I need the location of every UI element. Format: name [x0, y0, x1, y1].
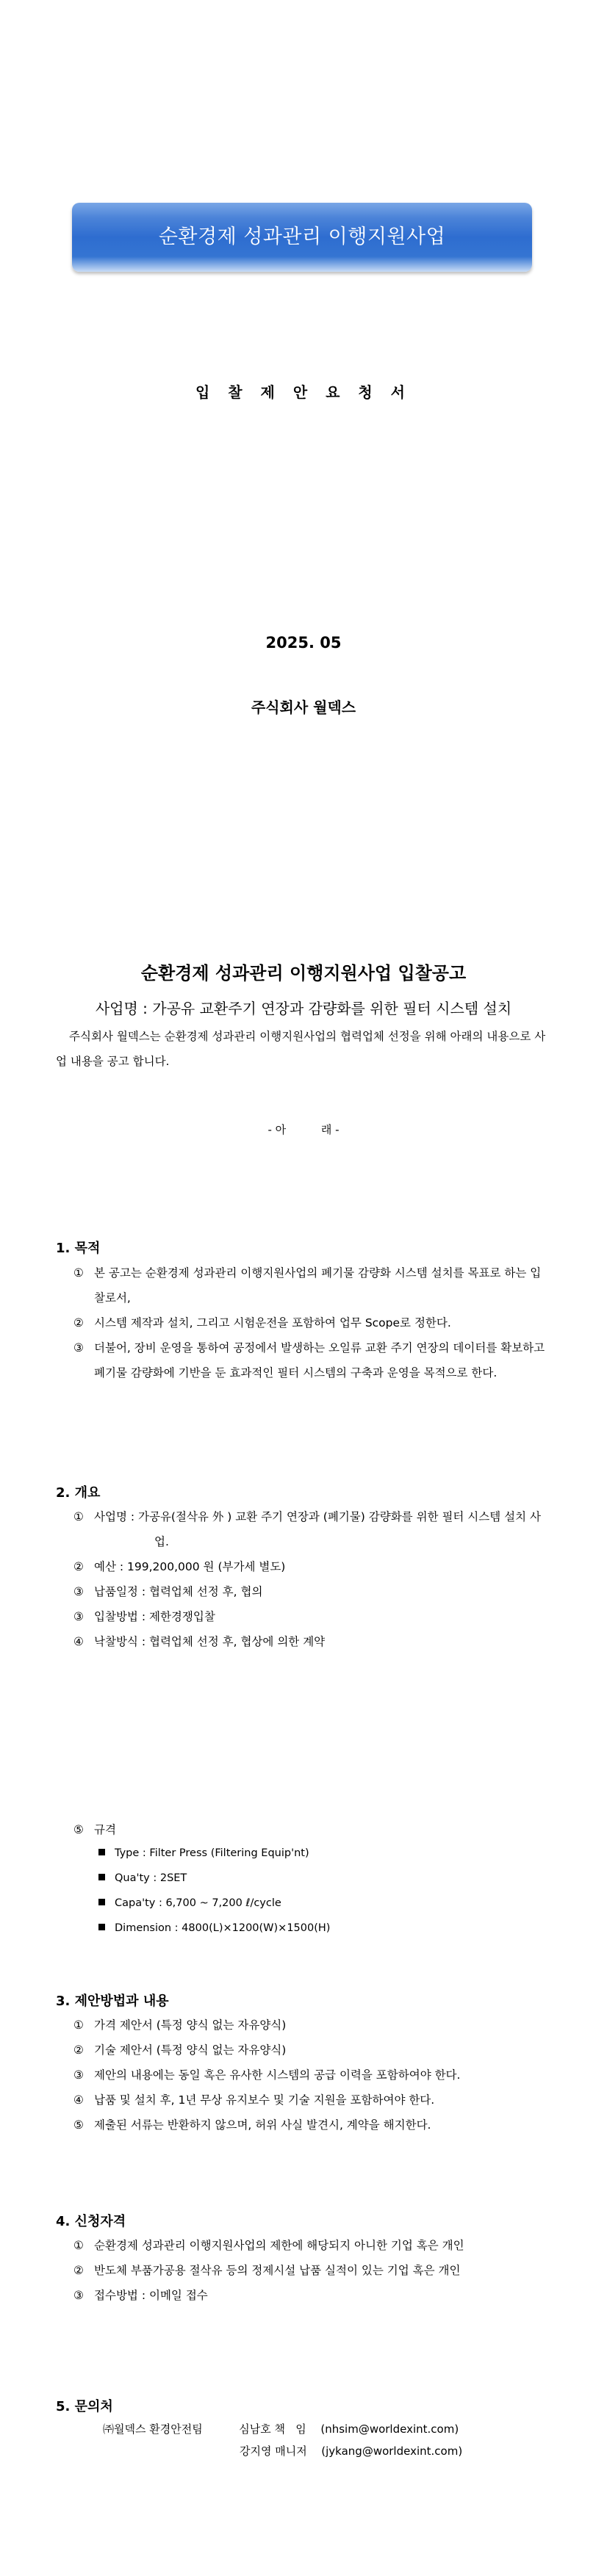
- contact-email: (nhsim@worldexint.com): [320, 2422, 459, 2436]
- section-3-heading: 3. 제안방법과 내용: [56, 1994, 169, 2009]
- notice-intro: 주식회사 월덱스는 순환경제 성과관리 이행지원사업의 협력업체 선정을 위해 아래의 내용으로 사업 내용을 공고 합니다.: [56, 1030, 546, 1068]
- list-item: ③ 더불어, 장비 운영을 통하여 공정에서 발생하는 오일류 교환 주기 연장의 데이터를 확보하고 폐기물 감량화에 기반을 둔 효과적인 필터 시스템의 구축과 운영을 목적으로 한다.: [73, 1341, 545, 1379]
- contact-row: [103, 2421, 459, 2436]
- notice-ara-divider: - 아 래 -: [267, 1123, 340, 1136]
- section-4-heading: 4. 신청자격: [56, 2214, 126, 2229]
- spec-item: Type : Filter Press (Filtering Equip'nt): [98, 1841, 539, 1866]
- list-item: ⑤ 제출된 서류는 반환하지 않으며, 허위 사실 발견시, 계약을 해지한다.: [73, 2118, 431, 2132]
- section-1-list: [73, 1260, 551, 1385]
- list-item: ④ 낙찰방식 : 협력업체 선정 후, 협상에 의한 계약: [73, 1635, 326, 1648]
- contact-name: 강지영 매니저: [240, 2445, 307, 2458]
- bullet-square-icon: [98, 1849, 105, 1855]
- section-5-heading: 5. 문의처: [56, 2399, 113, 2414]
- list-item: ③ 제안의 내용에는 동일 혹은 유사한 시스템의 공급 이력을 포함하여야 한다.: [73, 2068, 461, 2082]
- spec-list: [98, 1841, 539, 1941]
- list-item: ③ 접수방법 : 이메일 접수: [73, 2289, 208, 2302]
- section-2-list: [73, 1504, 551, 1654]
- list-item: ① 본 공고는 순환경제 성과관리 이행지원사업의 폐기물 감량화 시스템 설치를 목표로 하는 입찰로서,: [73, 1266, 542, 1305]
- document-title: 입 찰 제 안 요 청 서: [195, 383, 412, 401]
- list-item: ② 반도체 부품가공용 절삭유 등의 정제시설 납품 실적이 있는 기업 혹은 개인: [73, 2264, 461, 2277]
- notice-project-line: 사업명 : 가공유 교환주기 연장과 감량화를 위한 필터 시스템 설치: [95, 1000, 512, 1017]
- notice-title: 순환경제 성과관리 이행지원사업 입찰공고: [140, 963, 467, 984]
- section-4-list: [73, 2233, 551, 2308]
- cover-date: 2025. 05: [265, 634, 342, 652]
- contact-row: [240, 2443, 462, 2458]
- list-item: ③ 납품일정 : 협력업체 선정 후, 협의: [73, 1585, 263, 1598]
- list-item: ① 순환경제 성과관리 이행지원사업의 제한에 해당되지 아니한 기업 혹은 개인: [73, 2239, 464, 2252]
- spec-item: Qua'ty : 2SET: [98, 1866, 539, 1891]
- list-item: ① 가격 제안서 (특정 양식 없는 자유양식): [73, 2018, 287, 2032]
- bullet-square-icon: [98, 1924, 105, 1930]
- spec-item: Capa'ty : 6,700 ~ 7,200 ℓ/cycle: [98, 1891, 539, 1916]
- section-1-heading: 1. 목적: [56, 1241, 101, 1256]
- spec-item: Dimension : 4800(L)×1200(W)×1500(H): [98, 1916, 539, 1941]
- bullet-square-icon: [98, 1899, 105, 1905]
- list-item: ② 시스템 제작과 설치, 그리고 시험운전을 포함하여 업무 Scope로 정한다.: [73, 1316, 451, 1330]
- list-item: ② 예산 : 199,200,000 원 (부가세 별도): [73, 1560, 286, 1573]
- spec-header: [73, 1817, 551, 1842]
- contact-org: ㈜월덱스 환경안전팀: [103, 2422, 203, 2436]
- list-item: ① 사업명 : 가공유(절삭유 外 ) 교환 주기 연장과 (폐기물) 감량화를 위한 필터 시스템 설치 사업.: [73, 1510, 542, 1548]
- list-item: ④ 납품 및 설치 후, 1년 무상 유지보수 및 기술 지원을 포함하여야 한다.: [73, 2093, 435, 2107]
- contact-email: (jykang@worldexint.com): [321, 2445, 463, 2458]
- banner-title: 순환경제 성과관리 이행지원사업: [158, 226, 446, 248]
- cover-company: 주식회사 월덱스: [251, 699, 356, 716]
- section-2-heading: 2. 개요: [56, 1485, 101, 1501]
- section-3-list: [73, 2013, 551, 2137]
- list-item: ③ 입찰방법 : 제한경쟁입찰: [73, 1610, 215, 1623]
- contact-name: 심남호 책 임: [239, 2422, 306, 2436]
- bullet-square-icon: [98, 1874, 105, 1880]
- list-item: ② 기술 제안서 (특정 양식 없는 자유양식): [73, 2043, 287, 2057]
- list-item: ⑤ 규격: [73, 1823, 116, 1836]
